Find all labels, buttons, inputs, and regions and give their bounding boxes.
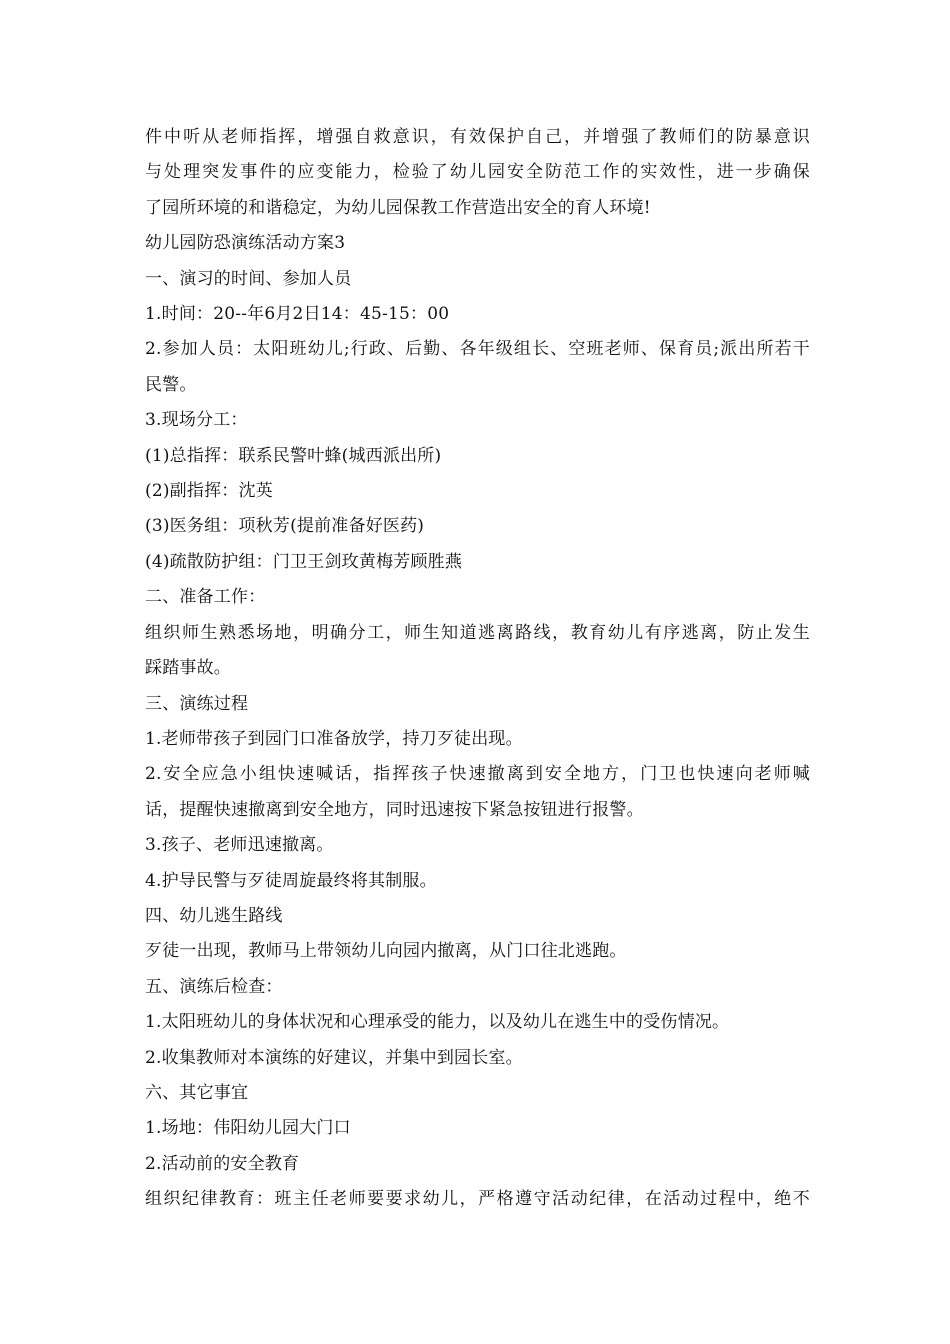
text-line: 一、演习的时间、参加人员 xyxy=(145,268,352,289)
text-line: 民警。 xyxy=(145,374,197,395)
text-line: (3)医务组：项秋芳(提前准备好医药) xyxy=(145,516,425,537)
text-line: 1.老师带孩子到园门口准备放学，持刀歹徒出现。 xyxy=(145,728,523,749)
text-line: 与处理突发事件的应变能力，检验了幼儿园安全防范工作的实效性，进一步确保 xyxy=(145,162,810,183)
text-line: 组织纪律教育：班主任老师要要求幼儿，严格遵守活动纪律，在活动过程中，绝不 xyxy=(145,1189,810,1210)
text-line: 2.收集教师对本演练的好建议，并集中到园长室。 xyxy=(145,1047,523,1068)
text-line: 1.太阳班幼儿的身体状况和心理承受的能力，以及幼儿在逃生中的受伤情况。 xyxy=(145,1012,730,1033)
text-line: 四、幼儿逃生路线 xyxy=(145,905,283,926)
text-line: 3.现场分工： xyxy=(145,410,248,431)
text-line: 踩踏事故。 xyxy=(145,658,231,679)
text-line: 件中听从老师指挥，增强自救意识，有效保护自己，并增强了教师们的防暴意识 xyxy=(145,127,810,147)
text-line: 二、准备工作： xyxy=(145,587,266,608)
text-line: 幼儿园防恐演练活动方案3 xyxy=(145,233,346,254)
text-line: 六、其它事宜 xyxy=(145,1082,249,1103)
text-line: 组织师生熟悉场地，明确分工，师生知道逃离路线，教育幼儿有序逃离，防止发生 xyxy=(145,622,810,643)
text-line: 1.场地：伟阳幼儿园大门口 xyxy=(145,1118,351,1139)
text-line: 2.安全应急小组快速喊话，指挥孩子快速撤离到安全地方，门卫也快速向老师喊 xyxy=(145,764,810,785)
text-line: 五、演练后检查： xyxy=(145,976,283,997)
text-line: 4.护导民警与歹徒周旋最终将其制服。 xyxy=(145,870,437,891)
text-line: 3.孩子、老师迅速撤离。 xyxy=(145,835,334,856)
text-line: (4)疏散防护组：门卫王剑玫黄梅芳顾胜燕 xyxy=(145,551,463,572)
document-body xyxy=(145,120,810,1218)
text-line: 了园所环境的和谐稳定，为幼儿园保教工作营造出安全的育人环境! xyxy=(145,197,651,218)
text-line: (2)副指挥：沈英 xyxy=(145,481,273,502)
text-line: 1.时间：20--年6月2日14：45-15：00 xyxy=(145,304,450,325)
text-line: (1)总指挥：联系民警叶蜂(城西派出所) xyxy=(145,445,442,466)
text-line: 三、演练过程 xyxy=(145,693,249,714)
text-line: 2.参加人员：太阳班幼儿;行政、后勤、各年级组长、空班老师、保育员;派出所若干 xyxy=(145,339,810,360)
text-line: 话，提醒快速撤离到安全地方，同时迅速按下紧急按钮进行报警。 xyxy=(145,799,644,820)
text-line: 2.活动前的安全教育 xyxy=(145,1153,300,1174)
text-line: 歹徒一出现，教师马上带领幼儿向园内撤离，从门口往北逃跑。 xyxy=(145,941,627,962)
